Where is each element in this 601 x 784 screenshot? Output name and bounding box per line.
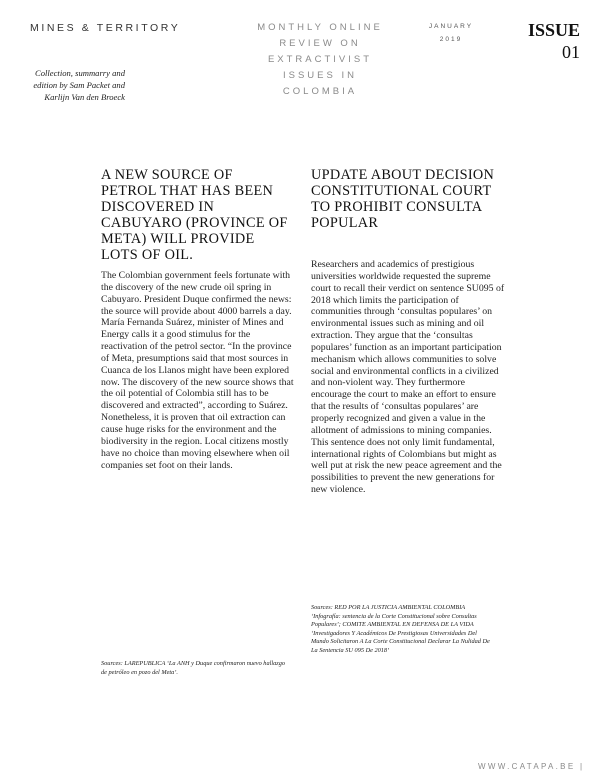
article-2-source: Sources: RED POR LA JUSTICIA AMBIENTAL COLOMBIA ‘Infografía: sentencia de la Corte Constitucional sobre Consultas Populares’; COMITE AMBIENTAL EN DEFENSA DE LA VIDA ‘Investigadores Y Académicos De Prestigiosas Universidades Del Mundo Solicitaron A La Corte Constitucional Declarar La Nulidad De La Sentencia SU 095 De 2018’ — [311, 604, 490, 654]
footer-link[interactable]: WWW.CATAPA.BE | — [478, 762, 585, 771]
issue-year: 2019 — [439, 36, 463, 43]
issue-date — [420, 20, 482, 46]
article-1-headline: A NEW SOURCE OF PETROL THAT HAS BEEN DISCOVERED IN CABUYARO (PROVINCE OF META) WILL PROVIDE LOTS OF OIL. — [101, 167, 288, 263]
article-1-paragraph-1: The Colombian government feels fortunate with the discovery of the new crude oil spring in Cabuyaro. President Duque confirmed the news: the source will provide about 4000 barrels a day. María Fernanda Suárez, minister of Mines and Energy calls it a good stimulus for the reactivation of the petrol sector. “In the province of Meta, presumptions said that most sources in Cuanca de los Llanos might have been explored now. The discovery of the new source shows that the oil potential of Colombia still has to be discovered and extracted”, according to Suárez. — [101, 270, 294, 412]
article-2-headline: UPDATE ABOUT DECISION CONSTITUTIONAL COURT TO PROHIBIT CONSULTA POPULAR — [311, 167, 495, 231]
issue-month: JANUARY — [428, 23, 474, 30]
article-1-source: Sources: LAREPUBLICA ‘La ANH y Duque confirmaron nuevo hallazgo de petróleo en pozo del Meta’. — [101, 660, 285, 676]
publication-title: MINES & TERRITORY — [30, 22, 181, 34]
editor-credit: Collection, summarry and edition by Sam Packet and Karlijn Van den Broeck — [33, 68, 125, 103]
article-1-paragraph-2: Nonetheless, it is proven that oil extraction can cause huge risks for the environment and the biodiversity in the region. Local citizens mostly have no choice than moving elsewhere when oil companies set foot on their lands. — [101, 412, 290, 471]
publication-subtitle: MONTHLY ONLINE REVIEW ON EXTRACTIVIST ISSUES IN COLOMBIA — [257, 22, 383, 97]
issue-label: ISSUE — [527, 20, 580, 40]
issue-number: 01 — [562, 42, 580, 62]
article-1-body — [101, 270, 295, 471]
article-2-body: Researchers and academics of prestigious universities worldwide requested the supreme court to recall their verdict on sentence SU095 of 2018 which limits the participation of communities through ‘consultas populares’ on environmental issues such as mining and oil extraction. They argue that the ‘consultas populares’ function as an important participation mechanism which allows communities to solve social and environmental conflicts in a civilized and non-violent way. They furthermore encourage the court to make an effort to ensure that the results of ‘consultas populares’ are properly recognized and given a value in the allotment of admissions to mining companies. This sentence does not only limit fundamental, international rights of Colombians but might as well put at risk the new peace agreement and the possibilities to prevent the new generations for new violence. — [311, 259, 505, 496]
